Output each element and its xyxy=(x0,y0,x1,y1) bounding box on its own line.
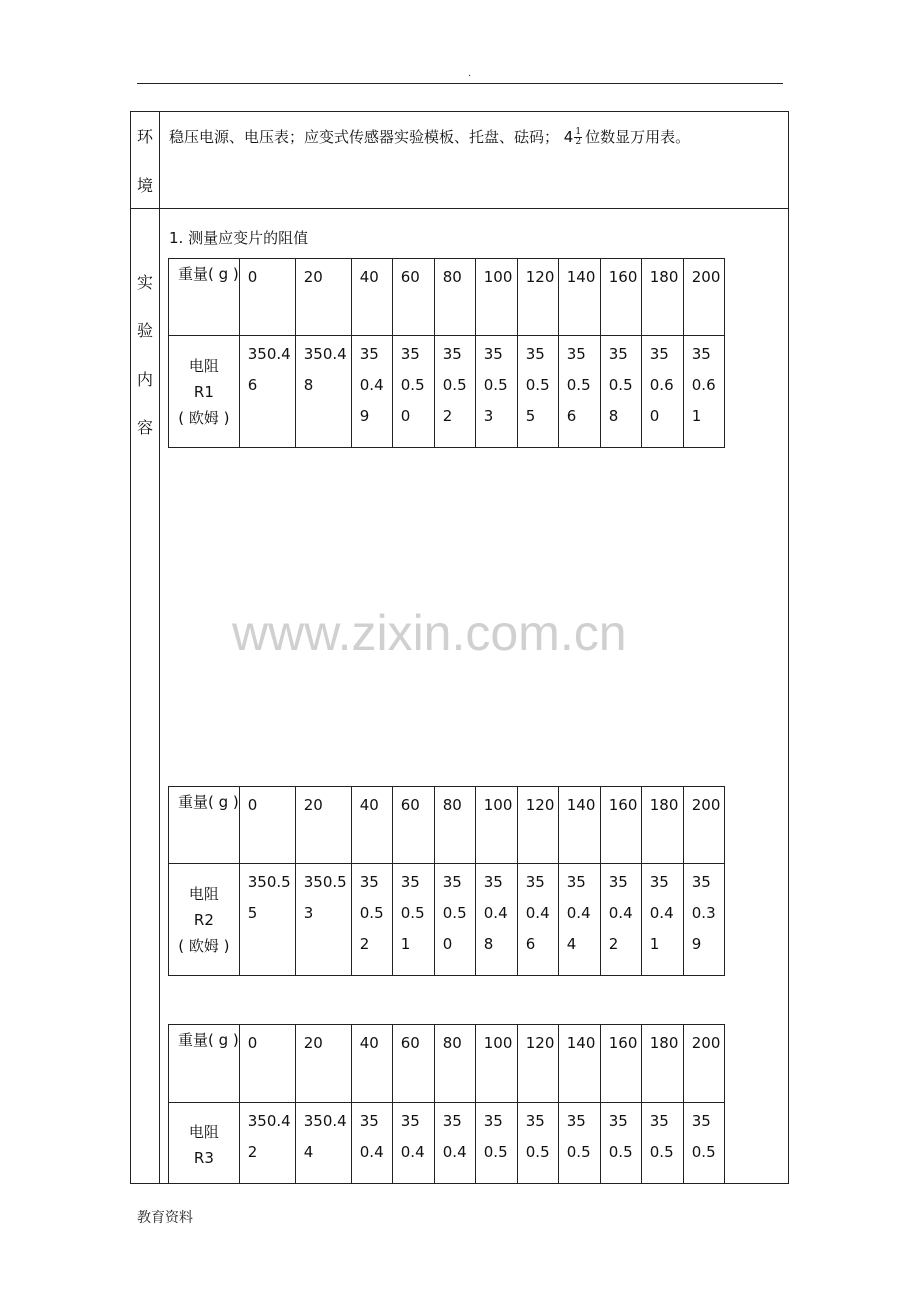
weight-cell: 0 xyxy=(239,1025,295,1103)
resistance-cell: 350.42 xyxy=(239,1103,295,1184)
weight-row xyxy=(169,787,725,864)
resistance-cell: 350.5 xyxy=(600,1103,641,1184)
env-label-char-1: 环 xyxy=(136,127,153,146)
resistance-label-line: ( 欧姆 ) xyxy=(178,408,230,427)
resistance-label-line: R3 xyxy=(193,1149,214,1167)
resistance-cell: 350.42 xyxy=(600,864,641,976)
weight-cell: 60 xyxy=(392,1025,434,1103)
resistance-row xyxy=(169,1103,725,1184)
resistance-cell: 350.53 xyxy=(295,864,351,976)
resistance-cell: 350.4 xyxy=(434,1103,475,1184)
weight-cell: 180 xyxy=(641,1025,683,1103)
weight-cell: 40 xyxy=(351,1025,392,1103)
weight-cell: 200 xyxy=(683,259,724,336)
weight-cell: 140 xyxy=(558,1025,600,1103)
weight-cell: 80 xyxy=(434,259,475,336)
resistance-cell: 350.5 xyxy=(517,1103,558,1184)
content-label-char-1: 实 xyxy=(136,273,153,292)
fraction-numerator: 1 xyxy=(575,127,582,137)
fraction xyxy=(574,128,582,147)
resistance-label-line: R1 xyxy=(193,382,214,401)
resistance-cell: 350.44 xyxy=(558,864,600,976)
resistance-cell: 350.50 xyxy=(434,864,475,976)
weight-cell: 20 xyxy=(295,787,351,864)
row-divider xyxy=(130,208,789,209)
env-text-main: 稳压电源、电压表；应变式传感器实验模板、托盘、砝码； 4 xyxy=(169,128,574,146)
resistance-cell: 350.55 xyxy=(239,864,295,976)
weight-row xyxy=(169,1025,725,1103)
weight-cell: 100 xyxy=(475,1025,517,1103)
weight-cell: 120 xyxy=(517,787,558,864)
weight-label: 重量( g ) xyxy=(169,1025,240,1103)
resistance-cell: 350.48 xyxy=(475,864,517,976)
resistance-cell: 350.52 xyxy=(434,336,475,448)
content-label-column-border xyxy=(159,208,160,1184)
resistance-cell: 350.46 xyxy=(239,336,295,448)
resistance-cell: 350.5 xyxy=(641,1103,683,1184)
resistance-cell: 350.56 xyxy=(558,336,600,448)
weight-cell: 0 xyxy=(239,787,295,864)
resistance-cell: 350.58 xyxy=(600,336,641,448)
weight-cell: 80 xyxy=(434,787,475,864)
resistance-cell: 350.4 xyxy=(392,1103,434,1184)
resistance-table-r1 xyxy=(168,258,725,448)
resistance-cell: 350.39 xyxy=(683,864,724,976)
resistance-cell: 350.52 xyxy=(351,864,392,976)
resistance-label xyxy=(169,864,240,976)
weight-label: 重量( g ) xyxy=(169,259,240,336)
weight-row xyxy=(169,259,725,336)
resistance-cell: 350.5 xyxy=(683,1103,724,1184)
header-rule xyxy=(137,83,783,84)
weight-cell: 180 xyxy=(641,259,683,336)
weight-cell: 40 xyxy=(351,259,392,336)
content-label-char-4: 容 xyxy=(136,418,153,437)
weight-cell: 100 xyxy=(475,787,517,864)
fraction-denominator: 2 xyxy=(575,137,582,147)
weight-cell: 180 xyxy=(641,787,683,864)
weight-cell: 160 xyxy=(600,787,641,864)
resistance-cell: 350.60 xyxy=(641,336,683,448)
weight-cell: 140 xyxy=(558,787,600,864)
resistance-cell: 350.41 xyxy=(641,864,683,976)
header-dot: . xyxy=(468,68,472,79)
weight-cell: 0 xyxy=(239,259,295,336)
resistance-cell: 350.50 xyxy=(392,336,434,448)
weight-cell: 100 xyxy=(475,259,517,336)
resistance-cell: 350.46 xyxy=(517,864,558,976)
resistance-label xyxy=(169,336,240,448)
resistance-cell: 350.4 xyxy=(351,1103,392,1184)
resistance-cell: 350.49 xyxy=(351,336,392,448)
section-title: 1. 测量应变片的阻值 xyxy=(169,229,309,247)
resistance-cell: 350.61 xyxy=(683,336,724,448)
resistance-label-line: 电阻 xyxy=(188,356,219,375)
resistance-cell: 350.5 xyxy=(475,1103,517,1184)
resistance-row xyxy=(169,336,725,448)
resistance-cell: 350.48 xyxy=(295,336,351,448)
footer-text: 教育资料 xyxy=(137,1210,193,1226)
weight-label: 重量( g ) xyxy=(169,787,240,864)
weight-cell: 160 xyxy=(600,259,641,336)
content-label-char-2: 验 xyxy=(136,321,153,340)
environment-description xyxy=(169,126,690,147)
weight-cell: 60 xyxy=(392,787,434,864)
resistance-row xyxy=(169,864,725,976)
weight-cell: 20 xyxy=(295,259,351,336)
resistance-table-r3 xyxy=(168,1024,725,1184)
weight-cell: 140 xyxy=(558,259,600,336)
resistance-cell: 350.55 xyxy=(517,336,558,448)
weight-cell: 120 xyxy=(517,1025,558,1103)
env-label-char-2: 境 xyxy=(136,176,153,195)
weight-cell: 160 xyxy=(600,1025,641,1103)
weight-cell: 80 xyxy=(434,1025,475,1103)
weight-cell: 200 xyxy=(683,1025,724,1103)
weight-cell: 200 xyxy=(683,787,724,864)
weight-cell: 60 xyxy=(392,259,434,336)
content-label-char-3: 内 xyxy=(136,370,153,389)
weight-cell: 120 xyxy=(517,259,558,336)
resistance-cell: 350.44 xyxy=(295,1103,351,1184)
resistance-label-line: R2 xyxy=(193,910,214,929)
watermark: www.zixin.com.cn xyxy=(232,605,627,661)
env-label-column-border xyxy=(159,111,160,209)
resistance-cell: 350.51 xyxy=(392,864,434,976)
resistance-cell: 350.53 xyxy=(475,336,517,448)
resistance-table-r2 xyxy=(168,786,725,976)
weight-cell: 20 xyxy=(295,1025,351,1103)
weight-cell: 40 xyxy=(351,787,392,864)
env-text-tail: 位数显万用表。 xyxy=(585,128,691,146)
resistance-label-line: ( 欧姆 ) xyxy=(178,936,230,955)
resistance-label-line: 电阻 xyxy=(188,1123,219,1141)
resistance-label xyxy=(169,1103,240,1184)
resistance-label-line: 电阻 xyxy=(188,884,219,903)
resistance-cell: 350.5 xyxy=(558,1103,600,1184)
